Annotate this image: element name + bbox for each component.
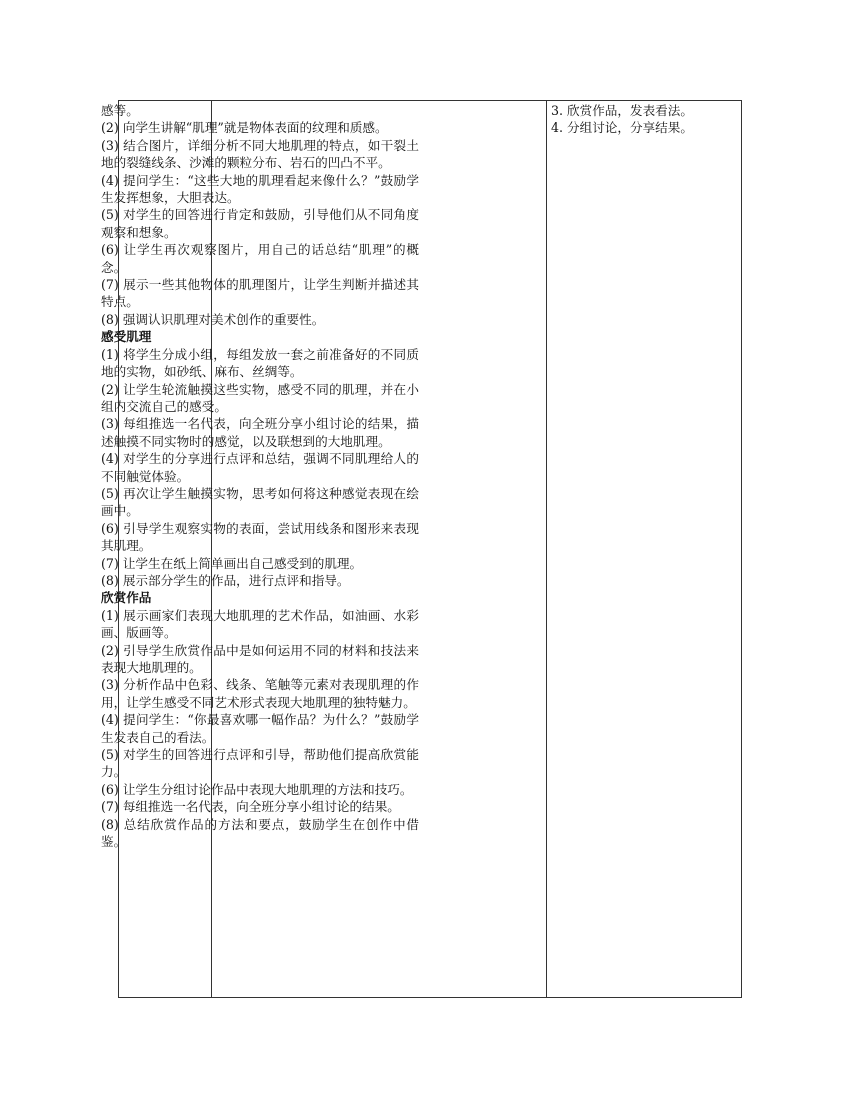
paragraph: (3) 分析作品中色彩、线条、笔触等元素对表现肌理的作用，让学生感受不同艺术形式表现大地肌理的独特魅力。 (101, 677, 419, 710)
paragraph: (4) 对学生的分享进行点评和总结，强调不同肌理给人的不同触觉体验。 (101, 451, 419, 484)
paragraph: (3) 结合图片，详细分析不同大地肌理的特点，如干裂土地的裂缝线条、沙滩的颗粒分布、岩石的凹凸不平。 (101, 137, 419, 171)
table-column-3 (546, 101, 741, 997)
section-heading: 感受肌理 (101, 329, 152, 345)
paragraph: (5) 对学生的回答进行肯定和鼓励，引导他们从不同角度观察和想象。 (101, 207, 419, 240)
student-activity-item: 3. 欣赏作品，发表看法。 (551, 103, 693, 118)
paragraph: (2) 向学生讲解“肌理”就是物体表面的纹理和质感。 (101, 120, 388, 136)
paragraph: (1) 将学生分成小组，每组发放一套之前准备好的不同质地的实物，如砂纸、麻布、丝绸等。 (101, 346, 419, 380)
paragraph: 感等。 (101, 103, 139, 118)
paragraph: (1) 展示画家们表现大地肌理的艺术作品，如油画、水彩画、版画等。 (101, 607, 419, 641)
paragraph: (7) 每组推选一名代表，向全班分享小组讨论的结果。 (101, 799, 400, 815)
teacher-activities-text (101, 102, 419, 850)
paragraph: (5) 对学生的回答进行点评和引导，帮助他们提高欣赏能力。 (101, 747, 419, 780)
paragraph: (6) 引导学生观察实物的表面，尝试用线条和图形来表现其肌理。 (101, 520, 419, 554)
paragraph: (2) 让学生轮流触摸这些实物，感受不同的肌理，并在小组内交流自己的感受。 (101, 381, 419, 414)
paragraph: (8) 总结欣赏作品的方法和要点，鼓励学生在创作中借鉴。 (101, 816, 419, 850)
paragraph: (7) 展示一些其他物体的肌理图片，让学生判断并描述其特点。 (101, 277, 419, 310)
paragraph: (6) 让学生分组讨论作品中表现大地肌理的方法和技巧。 (101, 781, 413, 797)
paragraph: (4) 提问学生：“这些大地的肌理看起来像什么？”鼓励学生发挥想象，大胆表达。 (101, 172, 419, 206)
paragraph: (4) 提问学生：“你最喜欢哪一幅作品？为什么？”鼓励学生发表自己的看法。 (101, 712, 419, 745)
paragraph: (6) 让学生再次观察图片，用自己的话总结“肌理”的概念。 (101, 242, 419, 275)
student-activities-text (551, 102, 736, 137)
paragraph: (3) 每组推选一名代表，向全班分享小组讨论的结果，描述触摸不同实物时的感觉，以及联想到的大地肌理。 (101, 416, 419, 449)
paragraph: (8) 展示部分学生的作品，进行点评和指导。 (101, 572, 350, 588)
section-heading: 欣赏作品 (101, 590, 152, 606)
paragraph: (5) 再次让学生触摸实物，思考如何将这种感觉表现在绘画中。 (101, 485, 419, 519)
paragraph: (8) 强调认识肌理对美术创作的重要性。 (101, 311, 325, 327)
student-activity-item: 4. 分组讨论，分享结果。 (551, 120, 693, 136)
paragraph: (7) 让学生在纸上简单画出自己感受到的肌理。 (101, 555, 363, 571)
paragraph: (2) 引导学生欣赏作品中是如何运用不同的材料和技法来表现大地肌理的。 (101, 642, 419, 675)
